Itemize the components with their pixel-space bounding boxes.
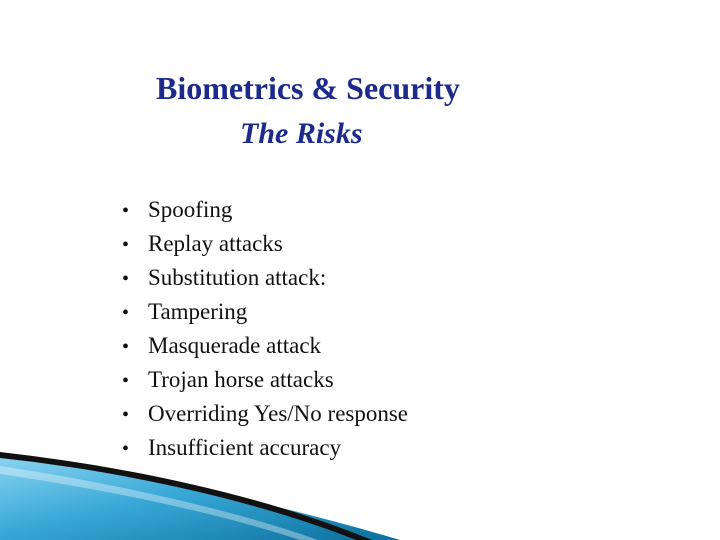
list-item-label: Insufficient accuracy: [148, 435, 342, 460]
bullet-icon: •: [122, 370, 130, 392]
bullet-icon: •: [122, 438, 130, 460]
bullet-icon: •: [122, 234, 130, 256]
bullet-icon: •: [122, 268, 130, 290]
list-item-label: Replay attacks: [148, 231, 283, 256]
list-item-label: Overriding Yes/No response: [148, 401, 409, 426]
bullet-icon: •: [122, 200, 130, 222]
slide-subtitle: The Risks: [240, 117, 363, 150]
bullet-icon: •: [122, 336, 130, 358]
list-item-label: Spoofing: [148, 197, 233, 222]
list-item-label: Substitution attack:: [148, 265, 327, 290]
list-item-label: Tampering: [148, 299, 248, 324]
list-item-label: Trojan horse attacks: [148, 367, 334, 392]
list-item-label: Masquerade attack: [148, 333, 322, 358]
bullet-icon: •: [122, 404, 130, 426]
bullet-icon: •: [122, 302, 130, 324]
slide-title: Biometrics & Security: [156, 70, 460, 106]
